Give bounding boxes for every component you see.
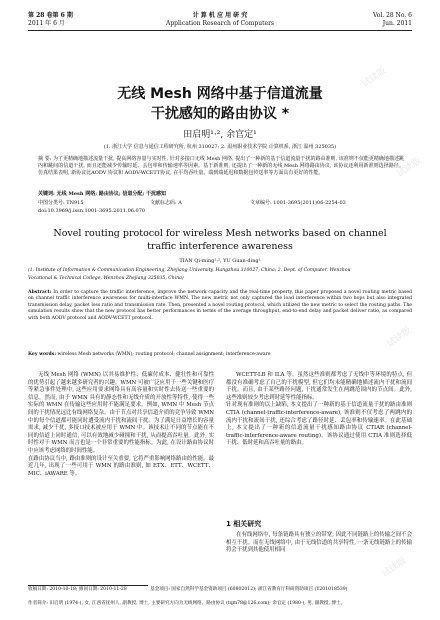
class-number: 中图分类号: TN915 xyxy=(38,200,84,206)
doi: doi:10.3969/j.issn.1001-3695.2011.06.070 xyxy=(38,208,146,214)
title-cn-line2: 干扰感知的路由协议 * xyxy=(150,106,290,122)
header-journal-cn: 计 算 机 应 用 研 究 xyxy=(192,12,248,19)
header-volume-en: Vol. 28 No. 6 xyxy=(372,12,412,19)
authors-en: TIAN Qi-ming¹·², YU Guan-ding¹ xyxy=(179,258,261,264)
affiliation-en-line1: (1. Institute of Information & Communication Engineering, Zhejiang University, Hangzhou 310027, China; 2. Dept. of Computer, Wenzhou xyxy=(28,268,351,273)
section-1-text: 在有线网络中, 每条链路具有独立的带宽, 因此不同链路上的传输之间不会相互干扰。而在无线网络中, 由于无线信道的共享特性, 一条无线链路上的传输将会干扰到其他使用相同 xyxy=(226,532,412,554)
footnote-fund: 基金项目: 国家自然科学基金资助项目 (60802012); 浙江省教育厅科研资助项目 (Y201018539) xyxy=(150,587,348,592)
title-en-line2: traffic interference awareness xyxy=(147,241,293,252)
footnote-bio: 作者简介: 田启明 (1974-), 女, 江西省抚州人, 副教授, 博士, 主要研究方向为无线网络、路由协议 (tqm78@126.com); 余官定 (1980-), 男, 副教授, 博士。 xyxy=(28,601,346,606)
body-left-column: 无线 Mesh 网络 (WMN) 以其易维护性、低廉付成本、健壮性和可靠性的优势引起了越来越多研究者的兴趣。WMN 可被广泛应用于一些关键和医疗等紧急事件处理中, 这些应用要求网络具有高容量和实时性去传送一些重要的信息。然而, 由于 WMN 具有的静态性和无线介质的开放性等特性, 使得一些实际的 WMN 在传输这些应用时不能满足要求。例如, WMN 中 Mesh 节点间的干扰情况远比有线网络复杂。由于节点对共享信道介质的竞争导致 WMN 中的每个信道都可能同时遭受流内干扰和流间干扰。为了满足日益增长的容量需求, 减少干扰, 多接口技术被应用于 WMN 中。该技术让不同的节点能在不同的信道上同时通信, 可以有效地减少碰撞和干扰, 从而提高吞吐量。此外, 实时性对于 WMN 而言也是一个非常重要的性能指标。为此, 在设计路由协议时中应该考虑网络的时间性能。 在路由协议当中, 路由准则的设计至关重要, 它将严重影响网络路由的性能。最近几年, 出现了一些可用于 WMN 的路由准则, 如 ETX、ETT、WCETT、MIC、iAWARE 等。 xyxy=(28,372,214,477)
abstract-en-text: In order to capture the traffic interference, improve the network capacity and the real-time property, this paper proposed a novel routing metric based on channel traffic interference awareness for multi-interface WMN. The new metric not only captured the load interference within two hops but also integrated transmission delay, packet loss ratio and transmission rate. Then, presented a novel routing protocol, which utilized the new metric to select the routing paths. The simulation results show that the new protocol has better performances in terms of the average throughput, end-to-end delay and packet deliver ratio, as compared with both AODV protocol and AODV-WCETT protocol. xyxy=(28,290,412,321)
watermark: 试读版 xyxy=(385,325,414,350)
watermark: 试读版 xyxy=(395,155,424,180)
document-code: 文献标志码: A xyxy=(150,200,182,206)
footnote-rule xyxy=(28,585,148,586)
section-heading-1: 1 相关研究 xyxy=(226,520,262,528)
article-number: 文章编号: 1001-3695(2011)06-2254-03 xyxy=(250,200,346,206)
affiliations-cn: (1. 浙江大学 信息与通信工程研究所, 杭州 310027; 2. 温州职业技术学院 计算机系, 浙江 温州 325035) xyxy=(103,144,337,150)
watermark: 试读版 xyxy=(360,65,389,90)
body-right-column: WCETT-LB 和 ILA 等。虽然这些准则都考虑了无线中等环境的特点, 但都没有准确考虑了自己的干扰模型, 但它们均未能精确地描述流内干扰和流间干扰。而且, 由于某些路径问题, 干扰通常发生在两跳范围内的节点间。此外, 这些准则较少考虑到时延等性能指标。 针对现有准则的以上缺陷, 本文提出了一种新的基于信道流量干扰的路由准则 CTIA (channel-traffic-interference-aware), 该准则不仅考虑了两跳内的流内干扰和流间干扰, 还综合考虑了路径时延、丢包率和传输速率。在此基础上, 本文提出了一种新的信道流量干扰感知路由协议 CTIAR (channel-traffic-interference-aware routing)。该协议通过使用 CTIA 准则选择低干扰、低时延和高吞吐量的路由。 xyxy=(226,372,412,447)
footnote-received: 收稿日期: 2010-10-18; 修回日期: 2010-11-28 xyxy=(28,587,127,592)
authors-cn: 田启明¹·², 余官定¹ xyxy=(183,130,257,140)
header-volume-cn: 第 28 卷第 6 期 xyxy=(28,12,73,19)
header-rule xyxy=(28,30,412,31)
title-en-line1: Novel routing protocol for wireless Mesh networks based on channel xyxy=(53,228,387,239)
watermark: 试读版 xyxy=(380,555,409,580)
header-journal-en: Application Research of Computers xyxy=(165,20,275,27)
keywords-cn: 关键词: 无线 Mesh 网络; 路由协议; 信道分配; 干扰感知 xyxy=(38,191,166,197)
header-date-en: Jun. 2011 xyxy=(382,20,412,27)
abstract-en-label: Abstract: xyxy=(28,290,52,295)
abstract-cn: 摘 要: 为了更精确地描述流量干扰, 提高网络容量与实时性, 针对多接口无线 Mesh 网络, 提出了一种新的基于信道流量干扰的路由准则, 该准则不仅能更精确地描述跳内和跳间的信道干扰, 而且还能减少传输时延、丢包率和传输速率等因素。基于新准则, 还提出了一种新的无线 Mesh 网络路由协议, 该协议还利用新准则选择路径。仿真结果表明, 新协议比AODV 协议和 AODV-WCETT协议, 在平均吞吐量、端到端延迟和数据包传送率等方面具有更好的性能。 xyxy=(38,156,404,176)
abstract-en xyxy=(28,290,412,322)
keywords-en-text: wireless Mesh networks (WMN); routing protocol; channel assignment; interference-aware xyxy=(57,352,271,357)
header-date-cn: 2011 年 6 月 xyxy=(28,20,65,27)
keywords-en-label: Key words: xyxy=(28,352,57,357)
affiliation-en-line2: Vocational & Technical College, Wenzhou Zhejiang 325035, China) xyxy=(28,276,184,281)
keywords-en xyxy=(28,352,412,358)
title-cn-line1: 无线 Mesh 网络中基于信道流量 xyxy=(117,86,323,102)
